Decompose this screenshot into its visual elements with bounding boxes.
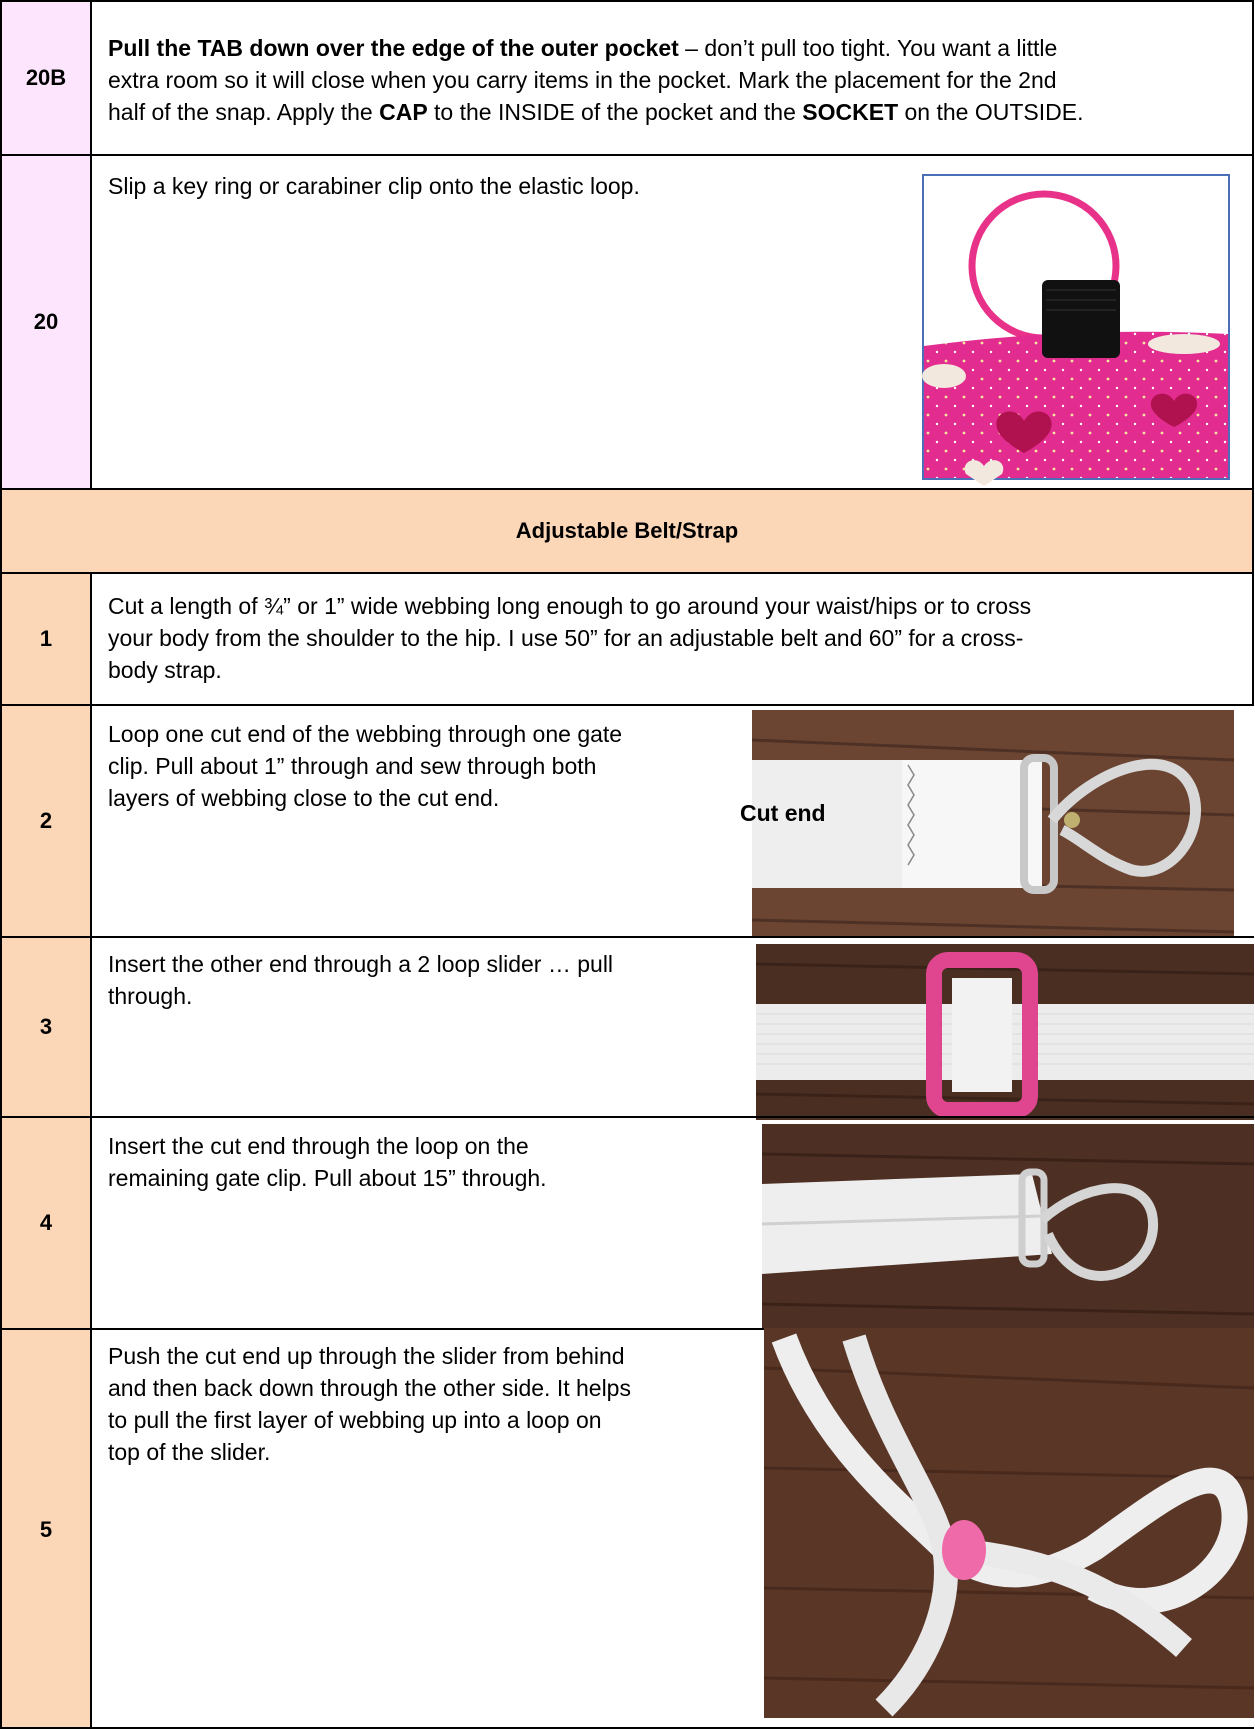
step-number: 4 [0, 1118, 92, 1328]
step-emphasis: Pull the TAB down over the edge of the outer pocket [108, 35, 679, 61]
remaining-clip-illustration [762, 1124, 1254, 1330]
step-text: Insert the other end through a 2 loop slider … pull through. [108, 951, 614, 1009]
step-number: 3 [0, 938, 92, 1116]
slider-loop-photo [764, 1328, 1254, 1718]
key-ring-photo [922, 174, 1230, 480]
section-header: Adjustable Belt/Strap [0, 488, 1254, 572]
step-number: 1 [0, 574, 92, 704]
step-number: 5 [0, 1330, 92, 1729]
step-row-5 [0, 1328, 1254, 1729]
step-text: Slip a key ring or carabiner clip onto the elastic loop. [108, 173, 640, 199]
cut-end-label: Cut end [740, 800, 826, 826]
cap-keyword: CAP [379, 99, 428, 125]
slider-illustration [756, 944, 1254, 1120]
step-row-4 [0, 1116, 1254, 1328]
socket-keyword: SOCKET [802, 99, 899, 125]
step-row-20 [0, 154, 1254, 488]
step-text: Loop one cut end of the webbing through one gate clip. Pull about 1” through and sew through both layers of webbing close to the cut end. [108, 721, 623, 811]
step-row-1 [0, 572, 1254, 704]
step-text: Pull the TAB down over the edge of the outer pocket – don’t pull too tight. You want a little extra room so it will close when you carry items in the pocket. Mark the placement for the 2nd half of the snap. Apply the CAP to the INSIDE of the pocket and the SOCKET on the OUTSIDE. [108, 35, 1084, 125]
gate-clip-photo [740, 710, 1234, 938]
step-number: 20 [0, 156, 92, 488]
step-text: Push the cut end up through the slider from behind and then back down through the other side. It helps to pull the first layer of webbing up into a loop on top of the slider. [108, 1343, 631, 1465]
slider-loop-illustration [764, 1328, 1254, 1718]
step-text: Cut a length of ¾” or 1” wide webbing long enough to go around your waist/hips or to cross your body from the shoulder to the hip. I use 50” for an adjustable belt and 60” for a cross- body strap. [108, 593, 1032, 683]
step-row-2 [0, 704, 1254, 936]
slider-photo [756, 944, 1254, 1120]
step-number: 20B [0, 2, 92, 154]
step-row-3 [0, 936, 1254, 1116]
step-text: Insert the cut end through the loop on the remaining gate clip. Pull about 15” through. [108, 1133, 547, 1191]
key-ring-illustration [924, 176, 1228, 478]
step-row-20b [0, 0, 1254, 154]
remaining-clip-photo [762, 1124, 1254, 1330]
step-number: 2 [0, 706, 92, 936]
